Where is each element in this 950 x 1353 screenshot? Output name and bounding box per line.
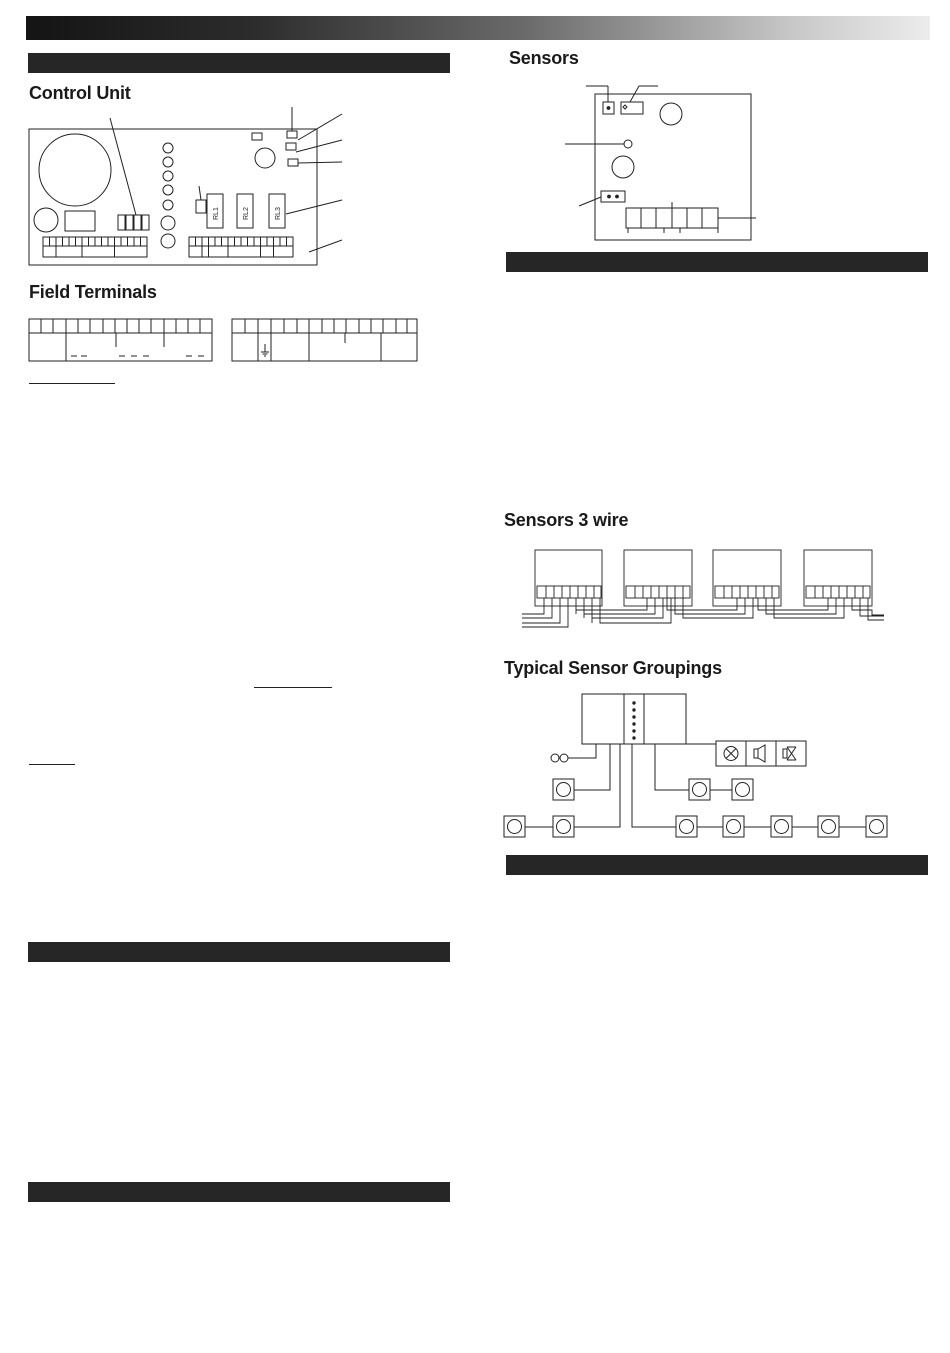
- output-device-box: [716, 741, 806, 766]
- top-banner: [26, 16, 930, 40]
- led-1: [163, 143, 173, 153]
- fuse-block: [65, 211, 95, 231]
- relay-rl1-label: RL1: [213, 207, 220, 220]
- sensor-groupings-diagram: [500, 690, 895, 840]
- field-terminal-block-right: [232, 319, 417, 361]
- typical-groupings-heading: Typical Sensor Groupings: [504, 658, 722, 678]
- control-unit-heading: Control Unit: [29, 83, 131, 103]
- sensor-board-diagram: [564, 84, 764, 244]
- led-5: [163, 200, 173, 210]
- field-terminal-block-left: [29, 319, 212, 361]
- section-bar-left-3: [28, 1182, 450, 1202]
- underline-2: [254, 687, 332, 688]
- led-3: [163, 171, 173, 181]
- relay-rl2-label: RL2: [243, 207, 250, 220]
- sensors-3wire-diagram: [520, 548, 890, 638]
- sensors-heading: Sensors: [509, 48, 579, 68]
- sensor-jumper: [601, 191, 625, 202]
- relay-rl3-label: RL3: [275, 207, 282, 220]
- button-2: [161, 234, 175, 248]
- key-switch-icon: [551, 754, 559, 762]
- control-unit-diagram: [24, 104, 374, 274]
- earth-symbol: [261, 344, 269, 356]
- underline-1: [29, 383, 115, 384]
- section-bar-left-1: [28, 53, 450, 73]
- led-2: [163, 157, 173, 167]
- jumper-block: [196, 200, 206, 213]
- led-4: [163, 185, 173, 195]
- field-terminals-diagram: [28, 316, 423, 366]
- field-terminals-heading: Field Terminals: [29, 282, 157, 302]
- button-1: [161, 216, 175, 230]
- underline-3: [29, 764, 75, 765]
- small-capacitor: [34, 208, 58, 232]
- transformer-circle: [39, 134, 111, 206]
- sensor-large-circle: [660, 103, 682, 125]
- sensors-3wire-heading: Sensors 3 wire: [504, 510, 629, 530]
- sensor-element-circle: [612, 156, 634, 178]
- section-bar-right-2: [506, 855, 928, 875]
- section-bar-right-1: [506, 252, 928, 272]
- section-bar-left-2: [28, 942, 450, 962]
- siren-icon: [783, 749, 787, 758]
- buzzer-circle: [255, 148, 275, 168]
- sounder-icon: [754, 749, 758, 758]
